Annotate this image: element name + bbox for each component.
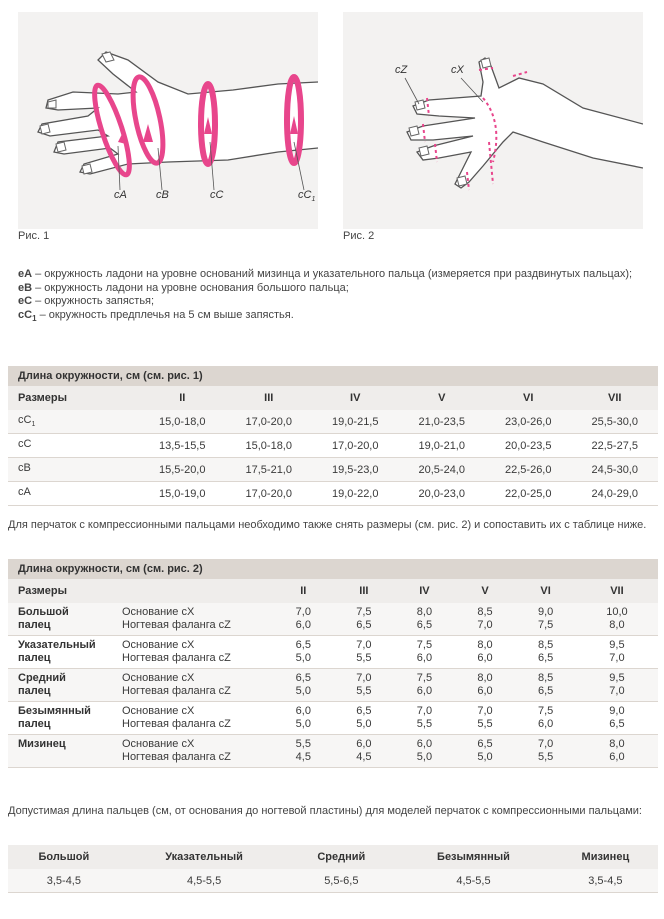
- finger-length-table: [8, 845, 658, 893]
- table-cell: 8,5 6,5: [515, 636, 576, 669]
- legend-item: eC – окружность запястья;: [18, 295, 155, 307]
- table-row: [8, 410, 658, 434]
- finger-name: Безымянный палец: [8, 702, 121, 735]
- size-col: V: [455, 579, 516, 603]
- label-cZ: cZ: [395, 64, 408, 76]
- table-cell: 19,0-21,0: [399, 434, 486, 458]
- table-cell: 17,5-21,0: [226, 458, 313, 482]
- table-row: [8, 482, 658, 506]
- table-cell: 6,0 4,5: [334, 735, 395, 768]
- size-col: IV: [394, 579, 455, 603]
- table-cell: 22,5-27,5: [572, 434, 659, 458]
- table-cell: 20,5-24,0: [399, 458, 486, 482]
- finger-header: Большой: [8, 845, 120, 869]
- size-col: II: [139, 386, 226, 410]
- table-cell: 6,5 5,0: [273, 669, 334, 702]
- table-cell: 6,5 5,0: [455, 735, 516, 768]
- table-cell: 17,0-20,0: [226, 410, 313, 434]
- table-cell: 7,0 5,5: [394, 702, 455, 735]
- table-cell: 7,0 5,5: [515, 735, 576, 768]
- table-cell: 15,0-18,0: [226, 434, 313, 458]
- table-cell: 5,5 4,5: [273, 735, 334, 768]
- table-cell: 7,5 6,5: [334, 603, 395, 636]
- table-cell: 8,0 6,0: [455, 636, 516, 669]
- table-cell: 22,0-25,0: [485, 482, 572, 506]
- table-cell: 23,0-26,0: [485, 410, 572, 434]
- table-cell: 7,0 6,0: [273, 603, 334, 636]
- row-name: cB: [8, 458, 139, 482]
- size-col: IV: [312, 386, 399, 410]
- table-2-size-label: Размеры: [8, 579, 121, 603]
- table-cell: 24,5-30,0: [572, 458, 659, 482]
- table-cell: 17,0-20,0: [226, 482, 313, 506]
- table-cell: 8,0 6,5: [394, 603, 455, 636]
- table-cell: 7,5 6,0: [394, 669, 455, 702]
- figure-2-caption: Рис. 2: [343, 230, 375, 242]
- legend-item: $cC_1$ – окружность предплечья на 5 см выше запястья.: [18, 308, 294, 323]
- measure-type: Основание cX Ногтевая фаланга cZ: [121, 603, 273, 636]
- table-cell: 10,0 8,0: [576, 603, 658, 636]
- table-cell: 19,5-23,0: [312, 458, 399, 482]
- label-cB: cB: [156, 189, 169, 201]
- table-cell: 8,5 7,0: [455, 603, 516, 636]
- size-col: V: [399, 386, 486, 410]
- size-col: VI: [485, 386, 572, 410]
- table-cell: 22,5-26,0: [485, 458, 572, 482]
- table-cell: 24,0-29,0: [572, 482, 659, 506]
- table-cell: 13,5-15,5: [139, 434, 226, 458]
- finger-name: Большой палец: [8, 603, 121, 636]
- table-cell: 7,0 5,5: [455, 702, 516, 735]
- row-name: cA: [8, 482, 139, 506]
- table-cell: 7,0 5,5: [334, 636, 395, 669]
- finger-row: [8, 735, 658, 768]
- table-2-measure-col: [121, 579, 273, 603]
- note-finger-gloves: Для перчаток с компрессионными пальцами необходимо также снять размеры (см. рис. 2) и сопоставить их с таблице ниже.: [8, 519, 647, 531]
- table-cell: 7,5 6,0: [394, 636, 455, 669]
- size-table-1: [8, 366, 658, 506]
- table-cell: 6,0 5,0: [273, 702, 334, 735]
- table-cell: 15,0-19,0: [139, 482, 226, 506]
- measure-type: Основание cX Ногтевая фаланга cZ: [121, 669, 273, 702]
- table-1-title: Длина окружности, см (см. рис. 1): [8, 366, 658, 386]
- legend-item: eB – окружность ладони на уровне основания большого пальца;: [18, 281, 349, 294]
- table-cell: 17,0-20,0: [312, 434, 399, 458]
- finger-header: Безымянный: [394, 845, 553, 869]
- label-cX: cX: [451, 64, 464, 76]
- table-cell: 6,5 5,0: [273, 636, 334, 669]
- table-row: [8, 458, 658, 482]
- size-col: VII: [572, 386, 659, 410]
- size-col: VI: [515, 579, 576, 603]
- table-cell: 6,5 5,0: [334, 702, 395, 735]
- table-cell: 7,5 6,0: [515, 702, 576, 735]
- finger-row: [8, 603, 658, 636]
- finger-length-value: 4,5-5,5: [394, 869, 553, 893]
- measure-type: Основание cX Ногтевая фаланга cZ: [121, 636, 273, 669]
- finger-header: Средний: [288, 845, 394, 869]
- figure-1-hand-palm: [18, 12, 318, 229]
- table-cell: 8,0 6,0: [455, 669, 516, 702]
- finger-length-value: 5,5-6,5: [288, 869, 394, 893]
- measurement-legend: [18, 268, 648, 325]
- table-cell: 15,0-18,0: [139, 410, 226, 434]
- row-name: cC: [8, 434, 139, 458]
- label-cA: cA: [114, 189, 127, 201]
- finger-name: Мизинец: [8, 735, 121, 768]
- size-table-2: [8, 559, 658, 768]
- table-cell: 20,0-23,5: [485, 434, 572, 458]
- figure-1-caption: Рис. 1: [18, 230, 50, 242]
- size-col: VII: [576, 579, 658, 603]
- table-2-title: Длина окружности, см (см. рис. 2): [8, 559, 658, 579]
- label-cC1: $cC_1$: [298, 189, 316, 204]
- measure-type: Основание cX Ногтевая фаланга cZ: [121, 735, 273, 768]
- table-cell: 25,5-30,0: [572, 410, 659, 434]
- table-cell: 19,0-22,0: [312, 482, 399, 506]
- measure-type: Основание cX Ногтевая фаланга cZ: [121, 702, 273, 735]
- size-col: II: [273, 579, 334, 603]
- size-col: III: [334, 579, 395, 603]
- label-cC: cC: [210, 189, 224, 201]
- table-cell: 15,5-20,0: [139, 458, 226, 482]
- table-cell: 8,5 6,5: [515, 669, 576, 702]
- table-cell: 9,5 7,0: [576, 636, 658, 669]
- finger-length-value: 3,5-4,5: [553, 869, 658, 893]
- finger-name: Указательный палец: [8, 636, 121, 669]
- row-name: $cC_1$: [8, 410, 139, 434]
- finger-length-value: 3,5-4,5: [8, 869, 120, 893]
- finger-row: [8, 669, 658, 702]
- legend-item: eA – окружность ладони на уровне оснований мизинца и указательного пальца (измеряется при раздвинутых пальцах);: [18, 268, 633, 280]
- table-cell: 6,0 5,0: [394, 735, 455, 768]
- finger-row: [8, 636, 658, 669]
- finger-header: Мизинец: [553, 845, 658, 869]
- note-finger-length: Допустимая длина пальцев (см, от основания до ногтевой пластины) для моделей перчаток с компрессионными пальцами:: [8, 805, 642, 817]
- table-cell: 20,0-23,0: [399, 482, 486, 506]
- figure-2-hand-back: [343, 12, 643, 229]
- finger-header: Указательный: [120, 845, 289, 869]
- table-cell: 9,0 7,5: [515, 603, 576, 636]
- table-cell: 21,0-23,5: [399, 410, 486, 434]
- table-cell: 9,0 6,5: [576, 702, 658, 735]
- table-cell: 19,0-21,5: [312, 410, 399, 434]
- finger-name: Средний палец: [8, 669, 121, 702]
- table-cell: 9,5 7,0: [576, 669, 658, 702]
- finger-row: [8, 702, 658, 735]
- table-1-size-label: Размеры: [8, 386, 139, 410]
- size-col: III: [226, 386, 313, 410]
- table-row: [8, 434, 658, 458]
- finger-length-value: 4,5-5,5: [120, 869, 289, 893]
- table-cell: 7,0 5,5: [334, 669, 395, 702]
- table-cell: 8,0 6,0: [576, 735, 658, 768]
